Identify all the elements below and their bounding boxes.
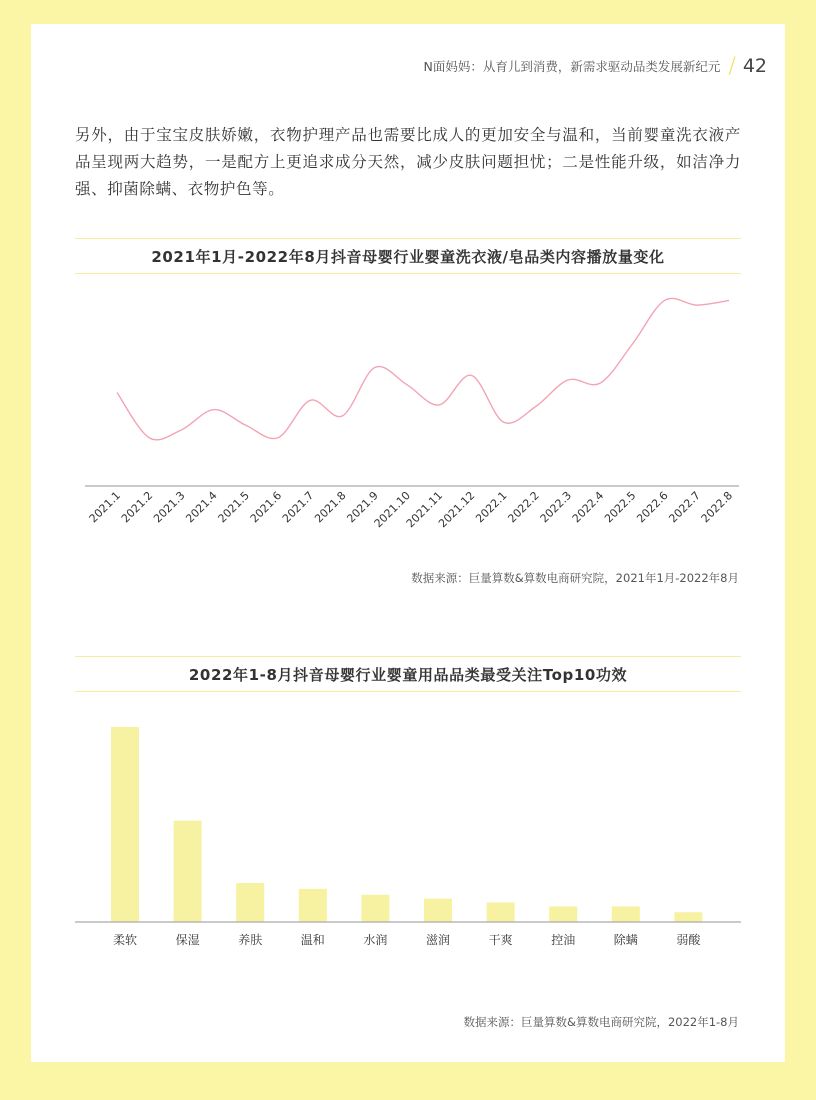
bar-chart-title: 2022年1-8月抖音母婴行业婴童用品品类最受关注Top10功效 xyxy=(75,656,741,692)
category-label: 柔软 xyxy=(112,933,138,947)
bar xyxy=(236,883,264,922)
x-tick-label: 2021.10 xyxy=(371,488,414,531)
x-tick-label: 2021.4 xyxy=(183,488,220,526)
category-label: 除螨 xyxy=(613,933,638,947)
x-tick-label: 2021.11 xyxy=(403,488,446,531)
bar xyxy=(424,899,452,922)
x-tick-label: 2022.4 xyxy=(569,488,607,526)
x-tick-label: 2022.7 xyxy=(666,488,703,526)
line-chart-title: 2021年1月-2022年8月抖音母婴行业婴童洗衣液/皂品类内容播放量变化 xyxy=(75,238,741,274)
report-page xyxy=(31,24,785,1062)
line-chart-source: 数据来源：巨量算数&算数电商研究院，2021年1月-2022年8月 xyxy=(411,571,739,585)
x-tick-label: 2021.12 xyxy=(436,488,478,531)
body-paragraph: 另外，由于宝宝皮肤娇嫩，衣物护理产品也需要比成人的更加安全与温和，当前婴童洗衣液产品呈现两大趋势，一是配方上更追求成分天然，减少皮肤问题担忧；二是性能升级，如洁净力强、抑菌除螨、衣物护色等。 xyxy=(75,126,741,198)
bar-chart xyxy=(31,24,785,964)
category-label: 养肤 xyxy=(238,933,263,947)
x-tick-label: 2021.8 xyxy=(312,488,349,526)
x-tick-label: 2021.7 xyxy=(279,488,317,526)
x-tick-label: 2021.9 xyxy=(344,488,381,526)
report-title: N面妈妈：从育儿到消费，新需求驱动品类发展新纪元 xyxy=(423,59,721,74)
x-tick-label: 2022.1 xyxy=(473,488,510,526)
x-tick-label: 2022.6 xyxy=(634,488,671,526)
bar xyxy=(299,889,327,922)
x-tick-label: 2021.1 xyxy=(86,488,124,526)
x-tick-label: 2022.5 xyxy=(602,488,639,526)
x-tick-label: 2021.5 xyxy=(215,488,252,526)
x-tick-label: 2021.3 xyxy=(151,488,188,526)
separator-slash: / xyxy=(728,53,736,79)
bar xyxy=(361,895,389,922)
x-tick-label: 2021.2 xyxy=(118,488,156,526)
category-label: 滋润 xyxy=(425,933,451,947)
x-tick-label: 2022.8 xyxy=(698,488,736,526)
page-number: 42 xyxy=(742,55,767,77)
x-tick-label: 2022.2 xyxy=(505,488,542,526)
category-label: 保湿 xyxy=(175,933,200,947)
category-label: 弱酸 xyxy=(676,933,701,947)
category-label: 温和 xyxy=(300,933,325,947)
category-label: 干爽 xyxy=(488,933,513,947)
bar xyxy=(487,903,515,923)
category-label: 控油 xyxy=(551,933,576,947)
bar-chart-source: 数据来源：巨量算数&算数电商研究院，2022年1-8月 xyxy=(463,1015,739,1029)
bar xyxy=(111,727,139,922)
bar xyxy=(174,821,202,922)
bar xyxy=(549,906,577,922)
x-tick-label: 2022.3 xyxy=(537,488,575,526)
category-label: 水润 xyxy=(363,933,388,947)
bar xyxy=(612,906,640,922)
bar xyxy=(674,912,702,922)
x-tick-label: 2021.6 xyxy=(247,488,285,526)
